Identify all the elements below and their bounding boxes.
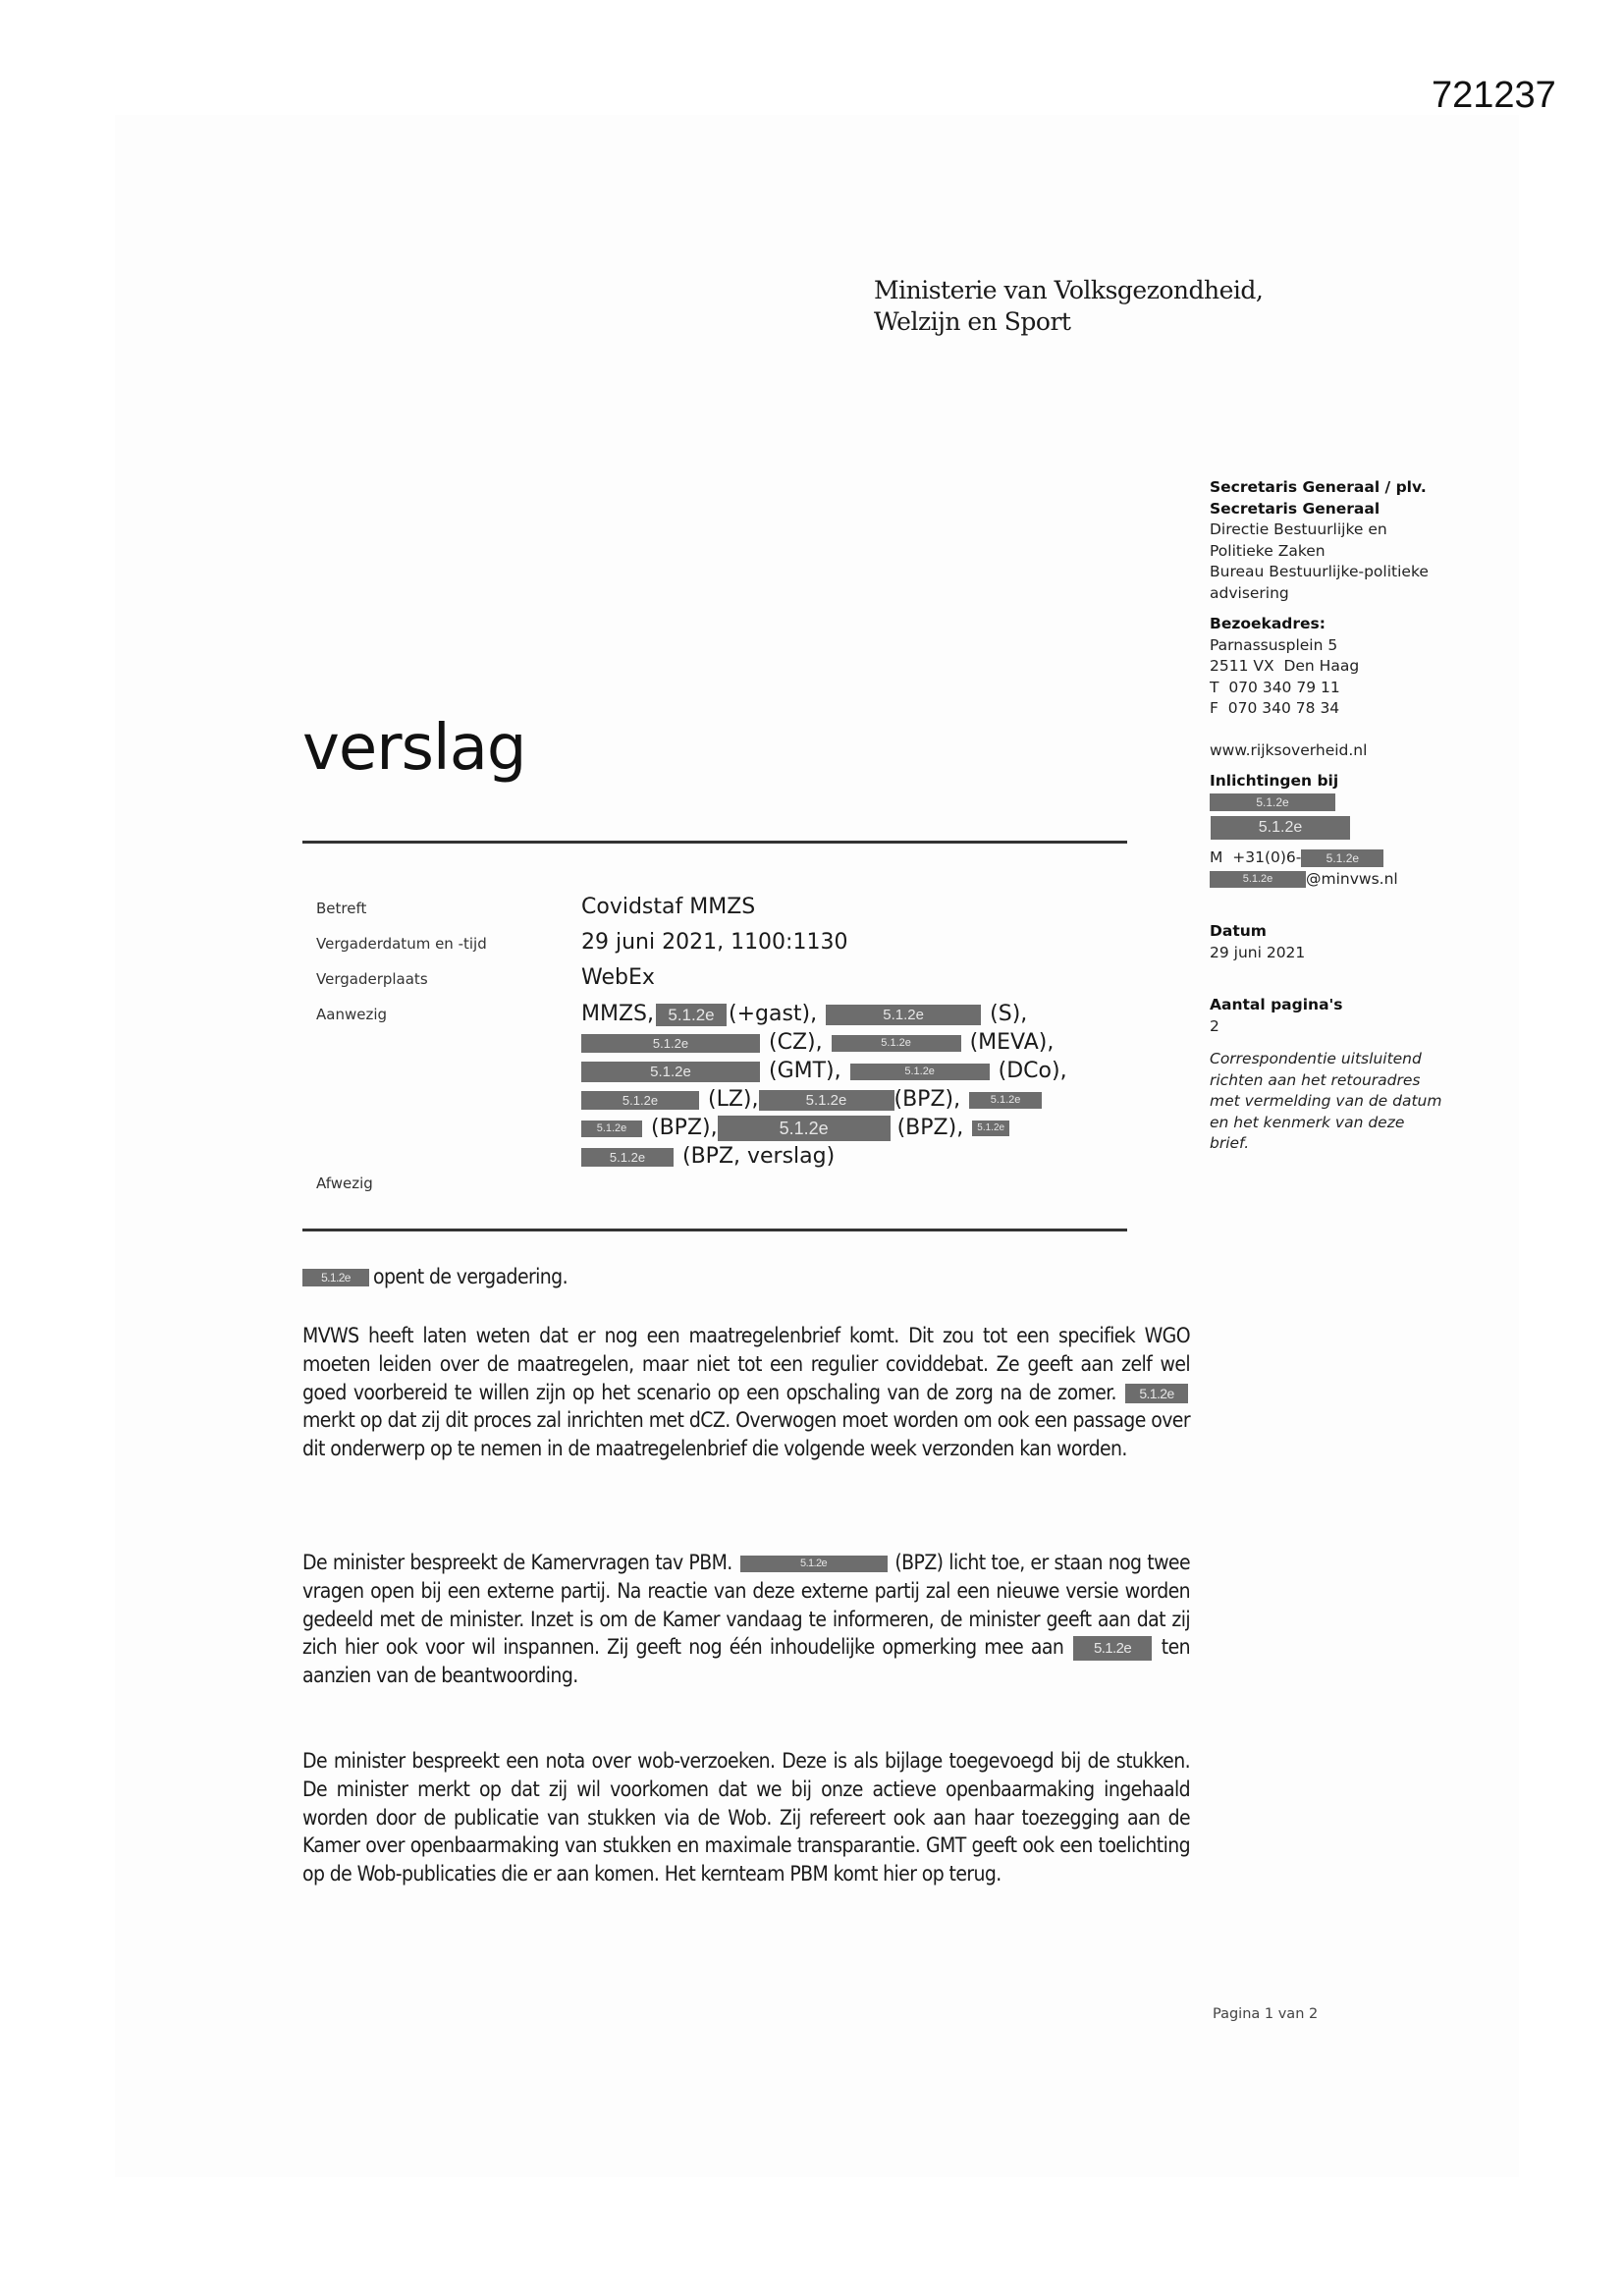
meeting-place-label: Vergaderplaats xyxy=(316,970,428,988)
redaction-box: 5.1.2e xyxy=(302,1269,369,1286)
meeting-date-label: Vergaderdatum en -tijd xyxy=(316,935,487,953)
paragraph-text: De minister bespreekt een nota over wob-verzoeken. Deze is als bijlage toegevoegd bij de stukken. De minister merkt op dat zij wil voorkomen dat we bij onze actieve openbaarmaking ingehaald worden door de publicatie van stukken via de Wob. Zij refereert ook aan haar toezegging aan de Kamer over openbaarmaking van stukken en maximale transparantie. GMT geeft ook een toelichting op de Wob-publicaties die er aan komen. Het kernteam PBM komt hier op terug. xyxy=(302,1749,1190,1886)
paragraph-maatregelenbrief xyxy=(302,1322,1190,1463)
dept-line-6: advisering xyxy=(1210,583,1289,602)
redaction-box: 5.1.2e xyxy=(581,1062,760,1082)
attendee-role: (BPZ), xyxy=(651,1116,718,1140)
redaction-box: 5.1.2e xyxy=(581,1121,642,1137)
paragraph-text: ten aanzien van de beantwoording. xyxy=(302,1635,1190,1688)
redaction-box: 5.1.2e xyxy=(1301,849,1383,867)
ministry-logo-text xyxy=(874,275,1263,338)
attendee-role: (DCo), xyxy=(998,1059,1067,1083)
sender-sidebar xyxy=(1210,477,1465,1155)
redaction-box: 5.1.2e xyxy=(1210,871,1306,888)
attendee-role: (BPZ), xyxy=(896,1116,964,1140)
page-indicator: Pagina 1 van 2 xyxy=(1213,2006,1319,2022)
ministry-line-1: Ministerie van Volksgezondheid, xyxy=(874,276,1264,304)
attendee-list xyxy=(581,1000,1131,1171)
attendee-role: (S), xyxy=(990,1002,1028,1026)
attendee-mmzs: MMZS, xyxy=(581,1002,654,1026)
visit-street: Parnassusplein 5 xyxy=(1210,635,1338,654)
dept-line-4: Politieke Zaken xyxy=(1210,541,1326,560)
paragraph-text: merkt op dat zij dit proces zal inrichten met dCZ. Overwogen moet worden om ook een passage over dit onderwerp op te nemen in de maatregelenbrief die volgende week verzonden kan worden. xyxy=(302,1408,1190,1461)
email-suffix: @minvws.nl xyxy=(1306,869,1398,888)
redaction-box: 5.1.2e xyxy=(1210,793,1335,811)
paragraph-opening xyxy=(302,1263,1190,1291)
dept-line-5: Bureau Bestuurlijke-politieke xyxy=(1210,563,1429,580)
visit-address-label: Bezoekadres: xyxy=(1210,615,1326,632)
attendee-role: (MEVA), xyxy=(969,1030,1055,1055)
attendee-role: (BPZ), xyxy=(893,1087,961,1112)
visit-city: 2511 VX Den Haag xyxy=(1210,657,1360,675)
mobile-prefix: M +31(0)6- xyxy=(1210,848,1302,866)
meeting-place-value: WebEx xyxy=(581,965,655,990)
redaction-box: 5.1.2e xyxy=(1211,816,1350,840)
notice-line-4: en het kenmerk van deze xyxy=(1210,1113,1405,1131)
notice-line-3: met vermelding van de datum xyxy=(1210,1092,1442,1110)
redaction-box: 5.1.2e xyxy=(718,1116,891,1141)
redaction-box: 5.1.2e xyxy=(759,1090,894,1111)
ministry-line-2: Welzijn en Sport xyxy=(874,307,1071,336)
info-label: Inlichtingen bij xyxy=(1210,772,1339,790)
redaction-box: 5.1.2e xyxy=(850,1064,990,1080)
paragraph-text: (BPZ) licht toe, er staan nog twee vragen open bij een externe partij. Na reactie van deze externe partij zal een nieuwe versie worden gedeeld met de minister. Inzet is om de Kamer vandaag te informeren, de minister geeft aan dat zij zich hier ook voor wil inspannen. Zij geeft nog één inhoudelijke opmerking mee aan xyxy=(302,1551,1190,1660)
attendee-role: (+gast), xyxy=(729,1002,818,1026)
redaction-box: 5.1.2e xyxy=(1073,1636,1152,1661)
pages-value: 2 xyxy=(1210,1016,1219,1035)
absent-label: Afwezig xyxy=(316,1175,373,1192)
paragraph-kamervragen xyxy=(302,1549,1190,1690)
redaction-box: 5.1.2e xyxy=(826,1005,981,1025)
pages-label: Aantal pagina's xyxy=(1210,996,1343,1013)
attendee-role: (GMT), xyxy=(769,1059,841,1083)
paragraph-text: De minister bespreekt de Kamervragen tav PBM. xyxy=(302,1551,732,1574)
date-value: 29 juni 2021 xyxy=(1210,943,1306,961)
paragraph-text: MVWS heeft laten weten dat er nog een maatregelenbrief komt. Dit zou tot een specifiek WGO moeten leiden over de maatregelen, maar niet tot een regulier coviddebat. Ze geeft aan zelf wel goed voorbereid te willen zijn op het scenario op een opschaling van de zorg na de zomer. xyxy=(302,1324,1190,1404)
redaction-box: 5.1.2e xyxy=(581,1034,760,1053)
notice-line-2: richten aan het retouradres xyxy=(1210,1070,1421,1089)
notice-line-5: brief. xyxy=(1210,1134,1250,1152)
paragraph-wob-verzoeken xyxy=(302,1747,1190,1888)
attendee-role: (LZ), xyxy=(708,1087,759,1112)
redaction-box: 5.1.2e xyxy=(581,1091,699,1110)
notice-line-1: Correspondentie uitsluitend xyxy=(1210,1050,1422,1067)
paragraph-text: opent de vergadering. xyxy=(373,1265,568,1288)
document-number: 721237 xyxy=(1432,75,1556,116)
dept-line-3: Directie Bestuurlijke en xyxy=(1210,520,1387,538)
redaction-box: 5.1.2e xyxy=(972,1121,1009,1136)
attendee-role: (CZ), xyxy=(769,1030,823,1055)
header-divider xyxy=(302,841,1127,844)
subject-value: Covidstaf MMZS xyxy=(581,895,756,919)
dept-line-2: Secretaris Generaal xyxy=(1210,499,1380,518)
redaction-box: 5.1.2e xyxy=(969,1092,1042,1109)
present-label: Aanwezig xyxy=(316,1006,388,1023)
dept-line-1: Secretaris Generaal / plv. xyxy=(1210,478,1427,496)
meta-divider xyxy=(302,1229,1127,1231)
phone-number: T 070 340 79 11 xyxy=(1210,678,1340,696)
redaction-box: 5.1.2e xyxy=(740,1556,888,1572)
redaction-box: 5.1.2e xyxy=(581,1148,674,1167)
redaction-box: 5.1.2e xyxy=(656,1004,727,1026)
meeting-date-value: 29 juni 2021, 1100:1130 xyxy=(581,930,848,955)
attendee-role: (BPZ, verslag) xyxy=(682,1144,836,1169)
redaction-box: 5.1.2e xyxy=(832,1035,961,1052)
document-type-title: verslag xyxy=(302,712,526,785)
subject-label: Betreft xyxy=(316,900,367,917)
date-label: Datum xyxy=(1210,922,1267,940)
redaction-box: 5.1.2e xyxy=(1125,1384,1188,1403)
fax-number: F 070 340 78 34 xyxy=(1210,699,1340,717)
website-link[interactable]: www.rijksoverheid.nl xyxy=(1210,740,1368,759)
